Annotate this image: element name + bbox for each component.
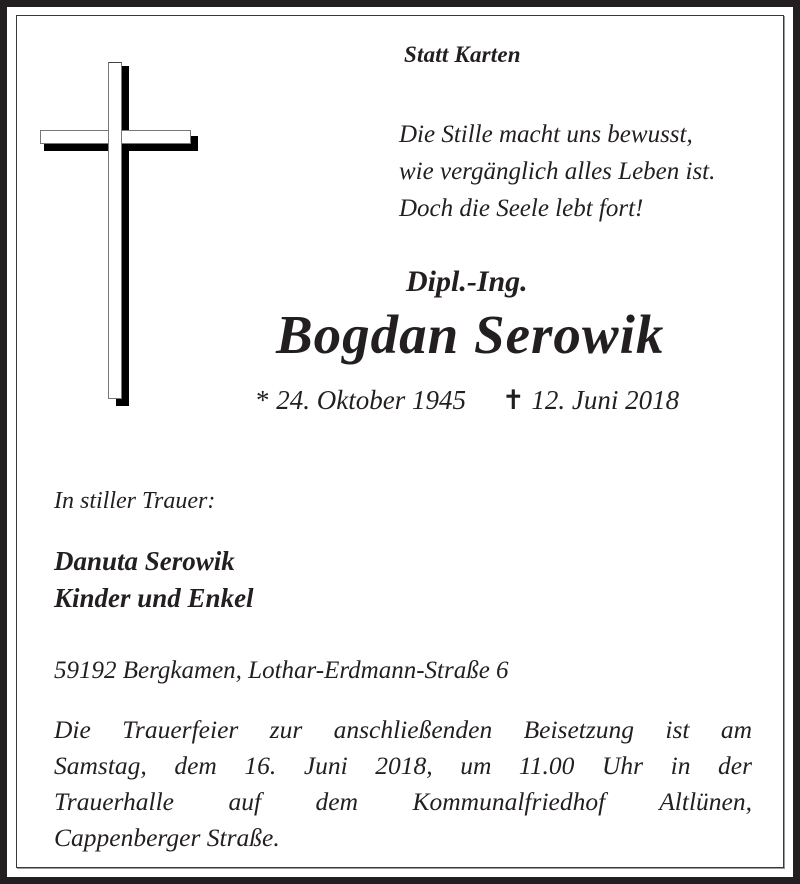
family-member: Danuta Serowik (54, 546, 235, 576)
service-line: Die Trauerfeier zur anschließenden Beisetzung ist am (54, 715, 752, 744)
family-member: Kinder und Enkel (54, 583, 254, 613)
death-cross-icon: ✝ (501, 385, 525, 415)
deceased-name: Bogdan Serowik (276, 304, 665, 365)
poem-line: wie vergänglich alles Leben ist. (399, 158, 716, 185)
header-statt-karten: Statt Karten (404, 42, 521, 67)
academic-title: Dipl.-Ing. (406, 265, 528, 298)
poem-line: Die Stille macht uns bewusst, (399, 121, 693, 148)
service-line: Samstag, dem 16. Juni 2018, um 11.00 Uhr in der (54, 751, 752, 780)
poem-line: Doch die Seele lebt fort! (399, 195, 644, 222)
poem (399, 116, 715, 227)
birth-star-icon: * (256, 385, 270, 415)
service-line: Trauerhalle auf dem Kommunalfriedhof Altlünen, (54, 787, 752, 816)
death-date: 12. Juni 2018 (531, 385, 680, 415)
family-names (54, 543, 254, 617)
life-dates (256, 385, 679, 416)
birth-date: 24. Oktober 1945 (276, 385, 466, 415)
service-info (54, 712, 752, 856)
mourning-label: In stiller Trauer: (54, 488, 216, 514)
address: 59192 Bergkamen, Lothar-Erdmann-Straße 6 (54, 657, 509, 684)
service-line: Cappenberger Straße. (54, 823, 280, 852)
